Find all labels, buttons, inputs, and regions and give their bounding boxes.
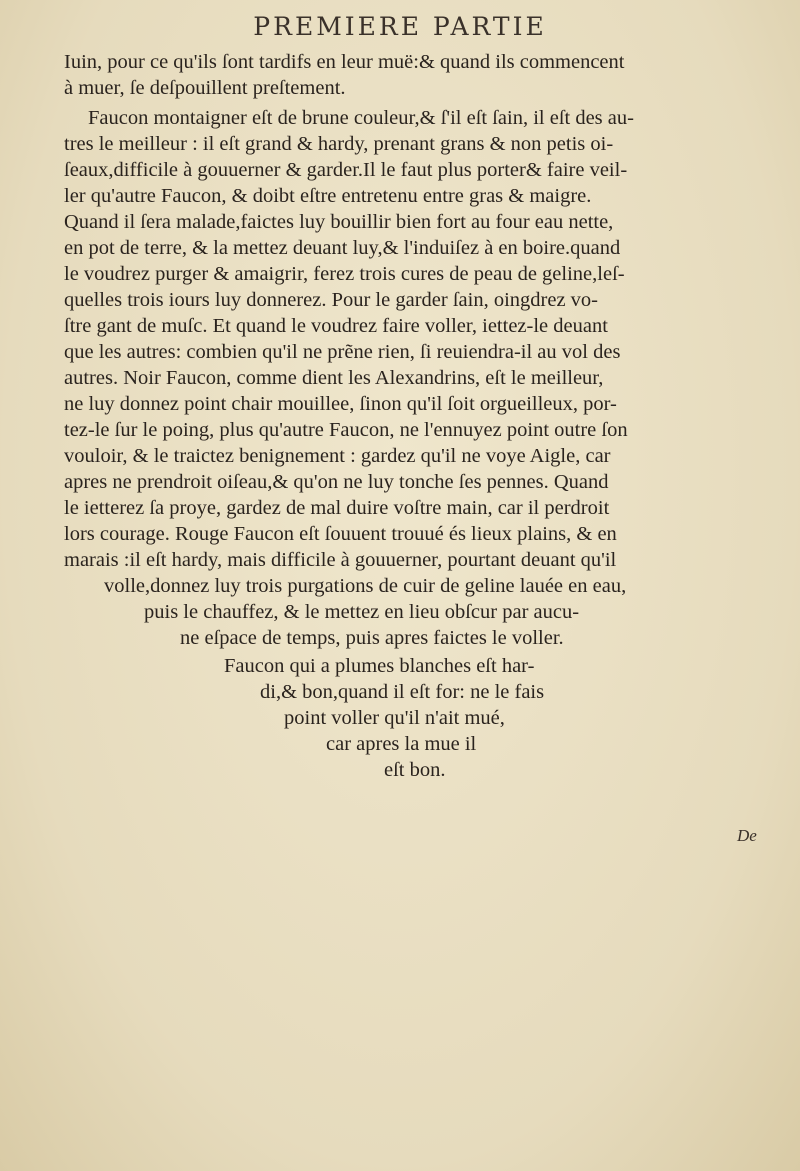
text-line: ler qu'autre Faucon, & doibt eſtre entretenu entre gras & maigre. <box>64 185 592 207</box>
text-line: ſtre gant de muſc. Et quand le voudrez faire voller, iettez-le deuant <box>64 315 608 337</box>
text-line: tez-le ſur le poing, plus qu'autre Faucon, ne l'ennuyez point outre ſon <box>64 419 628 441</box>
text-line: car apres la mue il <box>326 733 477 755</box>
text-line: le voudrez purger & amaigrir, ferez trois cures de peau de geline,leſ- <box>64 263 625 285</box>
text-line: marais :il eſt hardy, mais difficile à gouuerner, pourtant deuant qu'il <box>64 549 617 571</box>
text-line: tres le meilleur : il eſt grand & hardy, prenant grans & non petis oi- <box>64 133 614 155</box>
text-line: Quand il ſera malade,faictes luy bouillir bien fort au four eau nette, <box>64 211 614 233</box>
text-line: en pot de terre, & la mettez deuant luy,& l'induiſez à en boire.quand <box>64 237 621 259</box>
text-line: autres. Noir Faucon, comme dient les Alexandrins, eſt le meilleur, <box>64 367 604 389</box>
text-line: volle,donnez luy trois purgations de cuir de geline lauée en eau, <box>104 575 627 597</box>
text-line: ne luy donnez point chair mouillee, ſinon qu'il ſoit orgueilleux, por- <box>64 393 617 415</box>
text-line: Iuin, pour ce qu'ils ſont tardifs en leur muë:& quand ils commencent <box>64 51 625 73</box>
text-line: Faucon montaigner eſt de brune couleur,& ſ'il eſt ſain, il eſt des au- <box>88 107 634 129</box>
text-line: ne eſpace de temps, puis apres faictes le voller. <box>180 627 564 649</box>
text-line: Faucon qui a plumes blanches eſt har- <box>224 655 535 677</box>
text-line: point voller qu'il n'ait mué, <box>284 707 505 729</box>
catchword: De <box>737 826 757 845</box>
text-line: eſt bon. <box>384 759 446 781</box>
text-line: quelles trois iours luy donnerez. Pour le garder ſain, oingdrez vo- <box>64 289 598 311</box>
text-line: di,& bon,quand il eſt for: ne le fais <box>260 681 545 703</box>
text-line: le ietterez ſa proye, gardez de mal duire voſtre main, car il perdroit <box>64 497 610 519</box>
text-line: à muer, ſe deſpouillent preſtement. <box>64 77 346 99</box>
text-line: ſeaux,difficile à gouuerner & garder.Il le faut plus porter& faire veil- <box>64 159 628 181</box>
text-line: lors courage. Rouge Faucon eſt ſouuent trouué és lieux plains, & en <box>64 523 617 545</box>
running-head: PREMIERE PARTIE <box>253 12 547 41</box>
text-line: puis le chauffez, & le mettez en lieu obſcur par aucu- <box>144 601 580 623</box>
text-line: apres ne prendroit oiſeau,& qu'on ne luy tonche ſes pennes. Quand <box>64 471 609 493</box>
text-line: que les autres: combien qu'il ne prẽne rien, ſi reuiendra-il au vol des <box>64 341 621 363</box>
text-line: vouloir, & le traictez benignement : gardez qu'il ne voye Aigle, car <box>64 445 611 467</box>
